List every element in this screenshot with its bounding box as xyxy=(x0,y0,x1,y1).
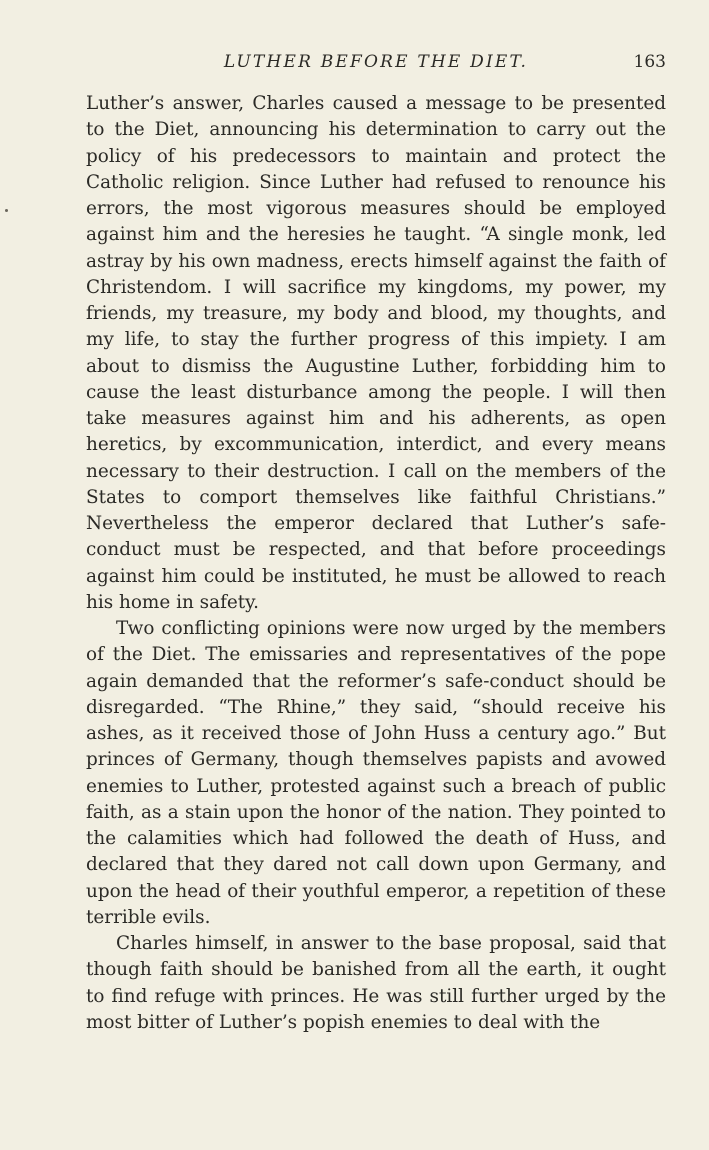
paragraph: Charles himself, in answer to the base proposal, said that though faith should be banished from all the earth, it ought to find refuge with princes. He was still further urged by the most bitter of Luther’s popish enemies to deal with the xyxy=(86,933,666,1033)
running-title: LUTHER BEFORE THE DIET. xyxy=(223,52,529,72)
margin-mark xyxy=(5,209,8,212)
paragraph: Luther’s answer, Charles caused a message to be presented to the Diet, announcing his determination to carry out the policy of his predecessors to maintain and protect the Catholic religion. Since Luther had refused to renounce his errors, the most vigorous measures should be employed against him and the heresies he taught. “A single monk, led astray by his own madness, erects himself against the faith of Christendom. I will sacrifice my kingdoms, my power, my friends, my treasure, my body and blood, my thoughts, and my life, to stay the further progress of this impiety. I am about to dismiss the Augustine Luther, forbidding him to cause the least disturbance among the people. I will then take measures against him and his adherents, as open heretics, by excommunication, interdict, and every means necessary to their destruction. I call on the members of the States to comport themselves like faithful Christians.” Nevertheless the emperor declared that Luther’s safe-conduct must be respected, and that before proceedings against him could be instituted, he must be allowed to reach his home in safety. xyxy=(86,93,666,613)
page-number: 163 xyxy=(633,52,666,72)
running-head xyxy=(86,52,666,80)
body-text xyxy=(86,91,666,1036)
paragraph: Two conflicting opinions were now urged by the members of the Diet. The emissaries and representatives of the pope again demanded that the reformer’s safe-conduct should be disregarded. “The Rhine,” they said, “should receive his ashes, as it received those of John Huss a century ago.” But princes of Germany, though themselves papists and avowed enemies to Luther, protested against such a breach of public faith, as a stain upon the honor of the nation. They pointed to the calamities which had followed the death of Huss, and declared that they dared not call down upon Germany, and upon the head of their youthful emperor, a repetition of these terrible evils. xyxy=(86,618,666,928)
